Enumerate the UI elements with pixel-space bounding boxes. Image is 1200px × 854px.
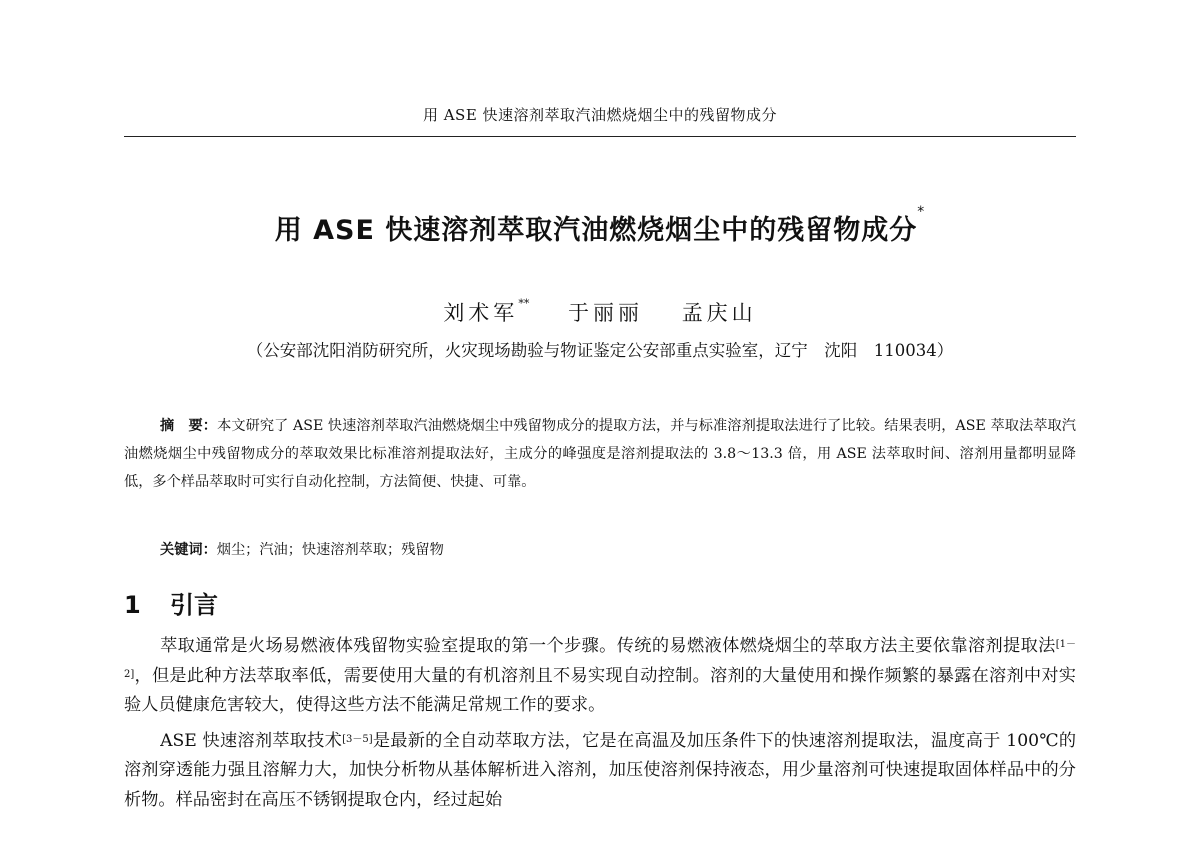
author-name: 刘术军	[443, 301, 519, 325]
header-rule	[124, 136, 1076, 137]
section-heading	[124, 585, 218, 620]
citation: [1－2]	[124, 639, 1076, 680]
keywords-label: 关键词：	[160, 542, 217, 558]
paper-title-text: 用 ASE 快速溶剂萃取汽油燃烧烟尘中的残留物成分	[274, 215, 918, 246]
body-text	[124, 632, 1076, 821]
running-head: 用 ASE 快速溶剂萃取汽油燃烧烟尘中的残留物成分	[422, 106, 778, 124]
paragraph-text: 是最新的全自动萃取方法，它是在高温及加压条件下的快速溶剂提取法，温度高于 100℃的溶剂穿透能力强且溶解力大，加快分析物从基体解析进入溶剂，加压使溶剂保持液态，用少量溶剂可快速提取固体样品中的分析物。样品密封在高压不锈钢提取仓内，经过起始	[124, 730, 1077, 810]
paragraph	[124, 727, 1076, 816]
title-footnote-mark: *	[917, 204, 926, 220]
abstract	[124, 412, 1076, 496]
abstract-label: 摘 要：	[160, 418, 218, 434]
author	[443, 297, 529, 327]
paper-title	[0, 204, 1200, 247]
author	[682, 297, 757, 327]
citation: [3－5]	[342, 733, 373, 745]
section-title: 引言	[170, 591, 218, 619]
abstract-text: 本文研究了 ASE 快速溶剂萃取汽油燃烧烟尘中残留物成分的提取方法，并与标准溶剂提取法进行了比较。结果表明，ASE 萃取法萃取汽油燃烧烟尘中残留物成分的萃取效果比标准溶剂提取法好，主成分的峰强度是溶剂提取法的 3.8～13.3 倍，用 ASE 法萃取时间、溶剂用量都明显降低，多个样品萃取时可实行自动化控制，方法简便、快捷、可靠。	[124, 418, 1076, 490]
paragraph-text: 萃取通常是火场易燃液体残留物实验室提取的第一个步骤。传统的易燃液体燃烧烟尘的萃取方法主要依靠溶剂提取法	[160, 636, 1056, 656]
paragraph-text: ASE 快速溶剂萃取技术	[160, 730, 343, 751]
author	[568, 297, 643, 327]
author-footnote-mark: **	[518, 297, 530, 310]
author-name: 孟庆山	[681, 301, 757, 325]
author-name: 于丽丽	[568, 301, 643, 325]
affiliation: （公安部沈阳消防研究所，火灾现场勘验与物证鉴定公安部重点实验室，辽宁 沈阳 110034）	[246, 341, 954, 360]
keywords	[160, 539, 444, 559]
section-number: 1	[124, 591, 141, 619]
keywords-text: 烟尘；汽油；快速溶剂萃取；残留物	[216, 542, 444, 558]
author-list	[0, 297, 1200, 327]
paragraph-text: ，但是此种方法萃取率低，需要使用大量的有机溶剂且不易实现自动控制。溶剂的大量使用和操作频繁的暴露在溶剂中对实验人员健康危害较大，使得这些方法不能满足常规工作的要求。	[124, 665, 1076, 715]
paragraph	[124, 632, 1076, 721]
